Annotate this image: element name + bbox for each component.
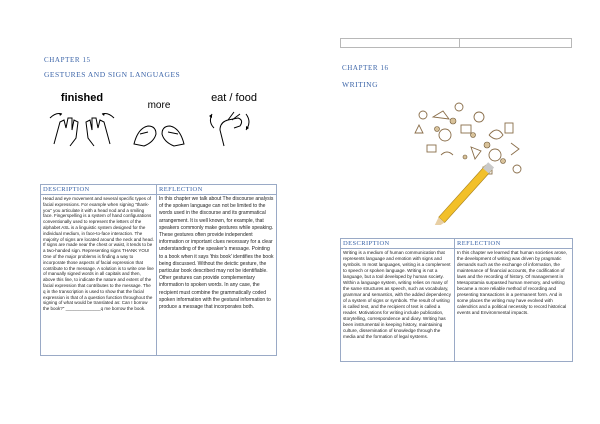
reflection-cell [455, 249, 573, 362]
description-header: DESCRIPTION [41, 185, 157, 195]
signing-hands-icon [44, 108, 120, 148]
sign-more [128, 90, 190, 150]
description-text: Writing is a medium of human communication that represents language and emotion with signs and symbols. In most languages, writing is a complement to speech or spoken language. Writing is not a language, but a tool developed by human society. Within a language system, writing relies on many of the same structures as speech, such as vocabulary, grammar and semantics, with the added dependency of a system of signs or symbols. The result of writing is called text, and the recipient of text is called a reader. Motivations for writing include publication, storytelling, correspondence and diary. Writing has been instrumental in keeping history, maintaining culture, dissemination of knowledge through the media and the formation of legal systems. [343, 250, 452, 339]
sign-word: eat / food [211, 92, 257, 104]
reflection-header: REFLECTION [455, 239, 573, 249]
chapter-title: GESTURES AND SIGN LANGUAGES [44, 70, 181, 79]
right-page [300, 0, 600, 424]
reflection-cell [157, 195, 277, 356]
description-text: Head and eye movement and several specific types of facial expressions. For example when signing "thank-you" you articulate it with a head nod and a smiling face. Fingerspelling is a system of hand configurations conventionally used to represent the letters of the alphabet ASL is a linguistic system designed for the individual medium, in face-to-face interaction. The majority of signs are located around the neck and head. If signs are made near the chest or waist, it tends to be a two-handed sign. Representing signs THANK YOU! One of the major problems is finding a way to incorporate those aspects of facial expression that contribute to the message. A solution is to write one line of manually signed words in all capitals and then, above this line, to indicate the nature and extent of the facial expression that contributes to the message. The q in the transcription is used to show that the facial expression is that of a question function throughout the signing of what would be translated as: Can I borrow the book?" ______________q me borrow the book. [43, 196, 154, 312]
sign-word: finished [60, 92, 104, 104]
chapter-label: CHAPTER 15 [44, 56, 91, 64]
signing-hands-icon [128, 114, 190, 150]
reflection-header: REFLECTION [157, 185, 277, 195]
description-reflection-table [40, 184, 277, 356]
description-cell [341, 249, 455, 362]
reflection-text: In this chapter we learned that human societies arose, the development of writing was driven by pragmatic demands such as the exchange of information, the maintenance of financial accounts, the codification of laws and the recording of history. Of management in Mesopotamia surpassed human memory, and writing became a more reliable method of recording and presenting transactions in a permanent form. And in some places the writing may have evolved with calendrics and a political necessity to record historical events and Environmental impacts. [457, 250, 568, 315]
header-box [340, 38, 572, 48]
description-cell [41, 195, 157, 356]
reflection-text: In this chapter we talk about The discourse analysis of the spoken language can not be limited to the words used in the discourse and its grammatical arrangement. It is well known, for example, that speakers commonly make gestures while speaking. These gestures often provide independent information or important clues necessary for a clear understanding of the speaker's message. Pointing to a book when it says 'this book' identifies the book being discussed. Without the deictic gesture, the particular book described may not be identifiable. Other gestures can provide complementary information to spoken words. In any case, the recipient must combine the grammatically coded spoken information with the gestural information to produce a message that incorporates both. [159, 196, 274, 311]
sign-finished [44, 90, 120, 150]
description-header: DESCRIPTION [341, 239, 455, 249]
pencil-doodles-illustration [375, 95, 535, 225]
sign-word: more [147, 100, 171, 111]
sign-illustrations [44, 90, 274, 152]
chapter-label: CHAPTER 16 [342, 64, 389, 72]
signing-hand-icon [194, 108, 274, 148]
chapter-title: WRITING [342, 80, 378, 89]
description-reflection-table [340, 238, 573, 362]
sign-eat-food [194, 90, 274, 150]
